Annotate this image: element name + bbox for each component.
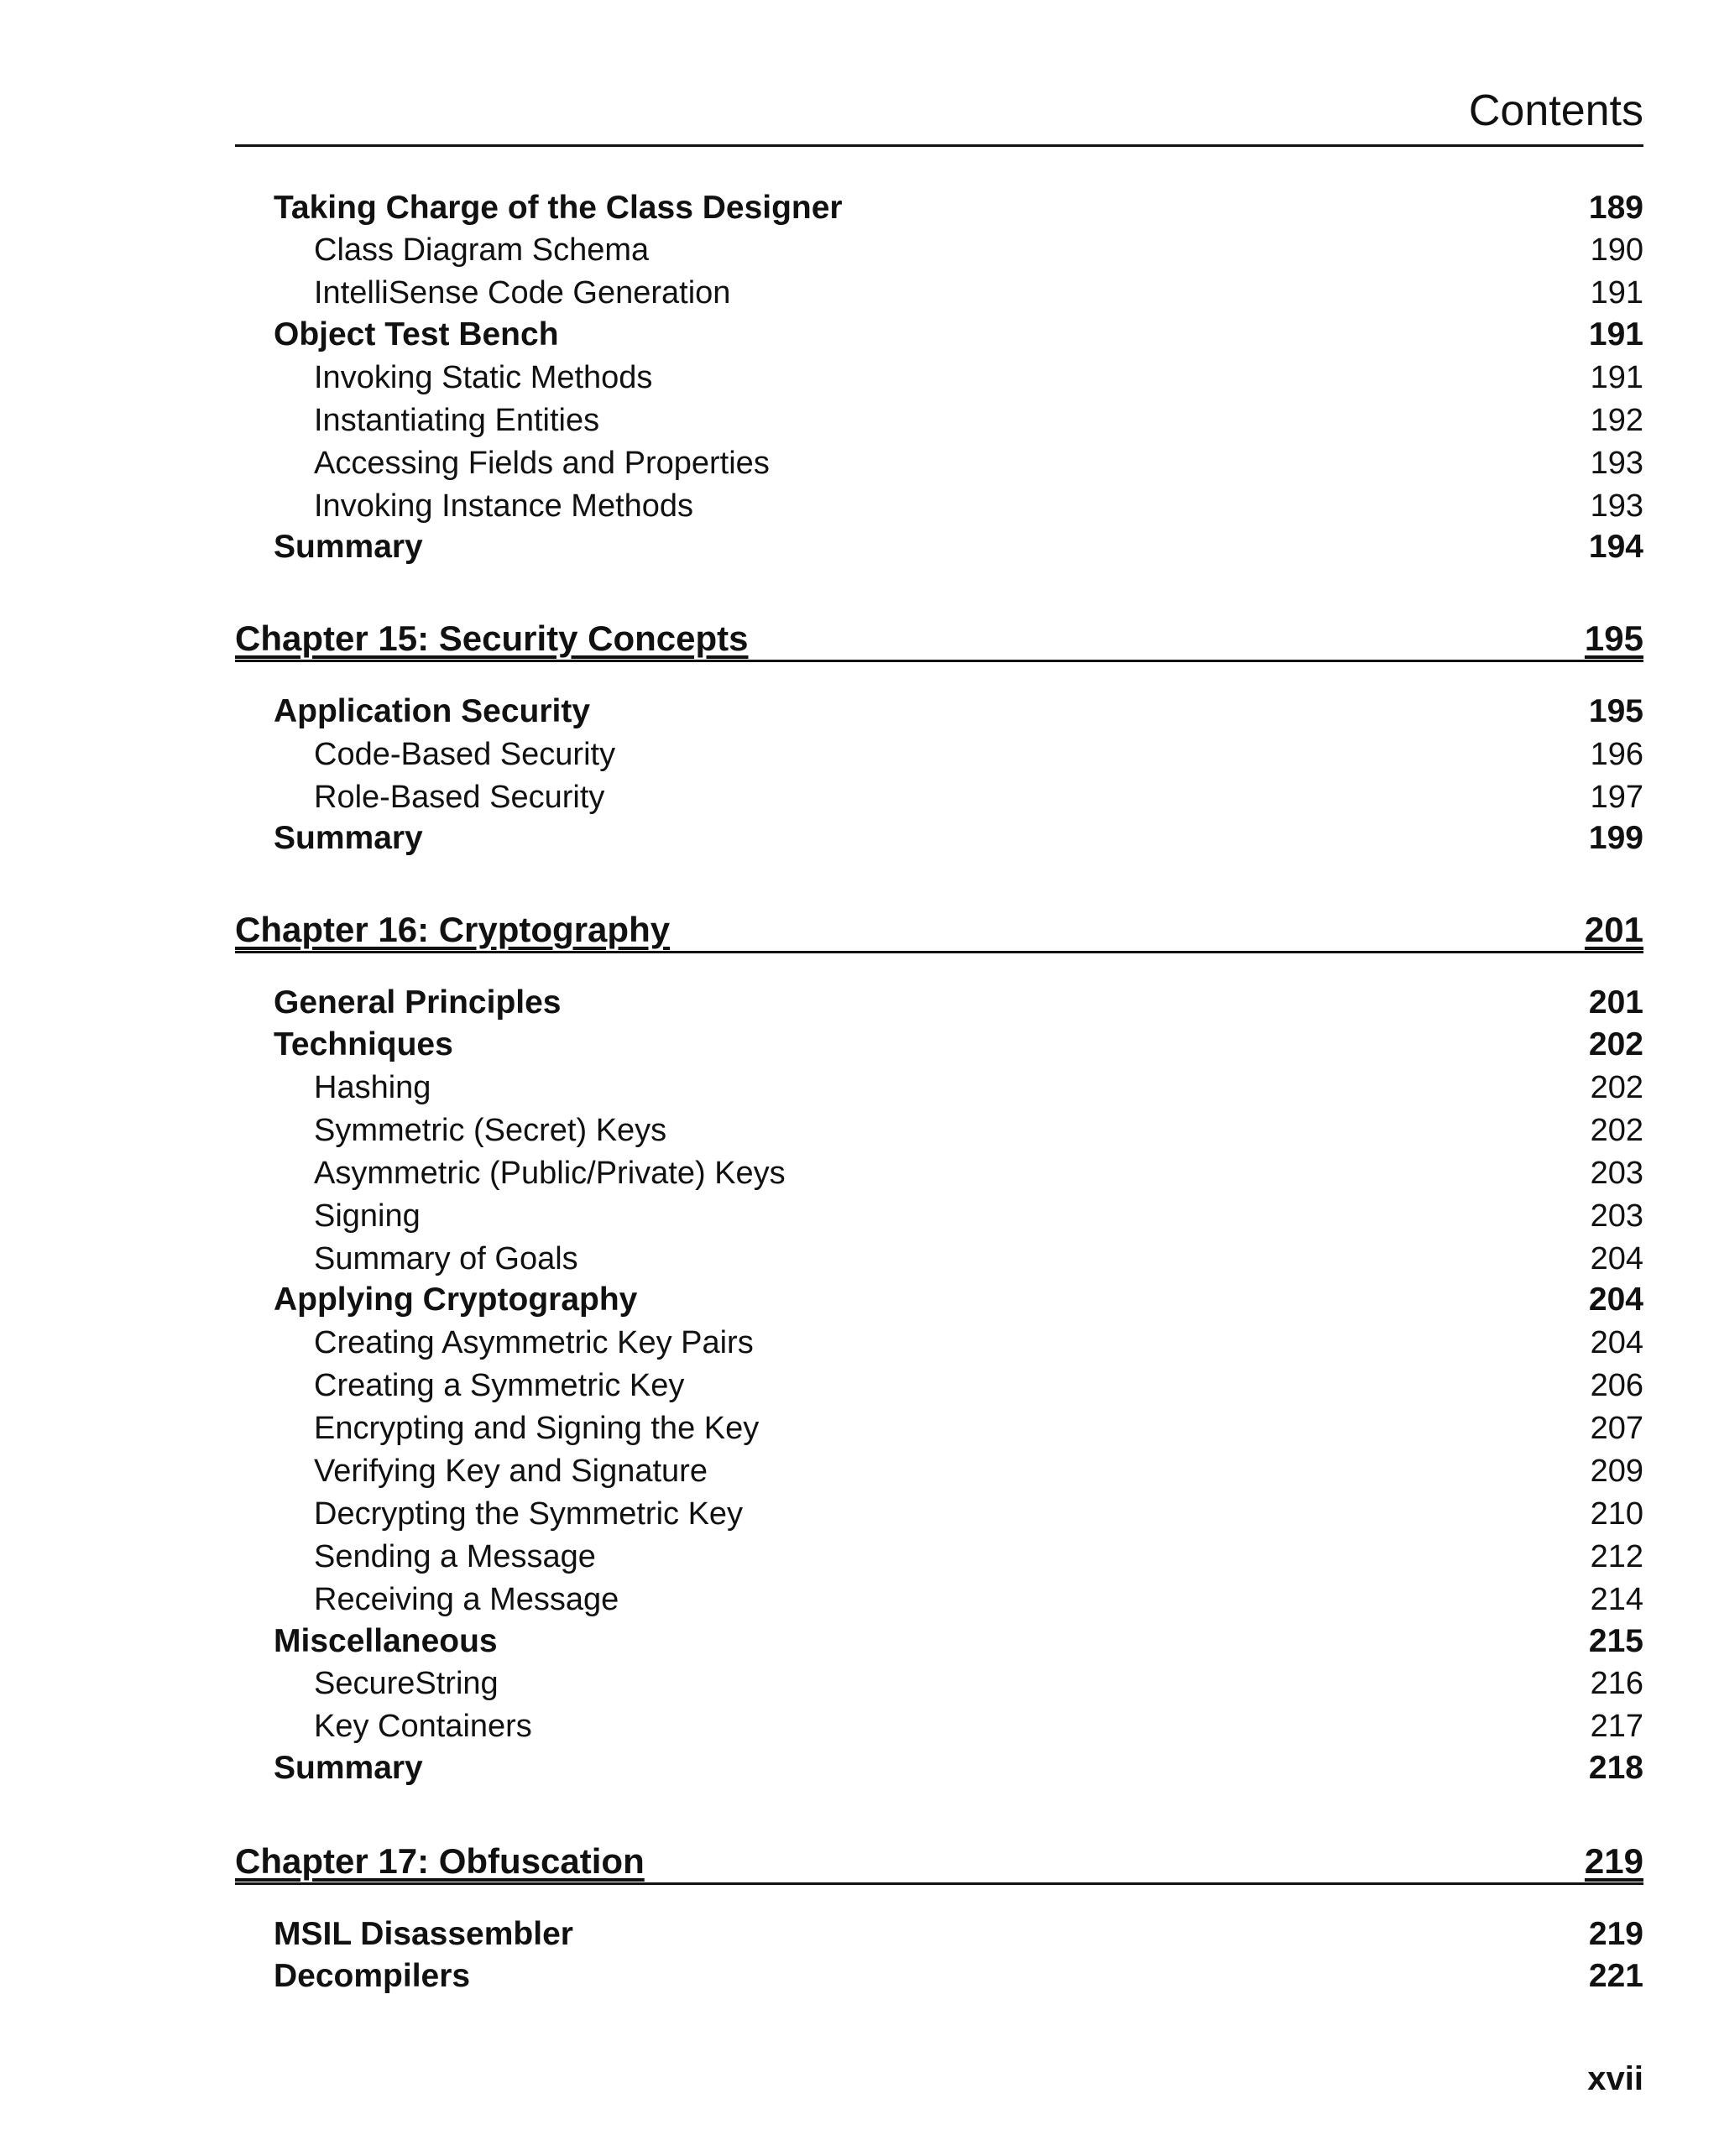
toc-entry[interactable]: [235, 1241, 1643, 1277]
toc-entry[interactable]: [235, 275, 1643, 311]
toc-entry-page: 191: [1590, 360, 1643, 395]
toc-entry-title: Decrypting the Symmetric Key: [314, 1496, 744, 1532]
toc-entry[interactable]: [235, 693, 1643, 730]
toc-entry-page: 212: [1590, 1539, 1643, 1574]
toc-entry-page: 204: [1588, 1282, 1643, 1318]
toc-entry-title: Summary: [274, 820, 423, 856]
toc-entry-title: General Principles: [274, 984, 562, 1021]
toc-entry[interactable]: [235, 1113, 1643, 1149]
toc-entry-title: Signing: [314, 1198, 421, 1234]
toc-entry-page: 210: [1590, 1496, 1643, 1532]
toc-entry-title: Role-Based Security: [314, 780, 605, 815]
toc-entry[interactable]: [235, 1282, 1643, 1318]
toc-entry-page: 209: [1590, 1454, 1643, 1489]
chapter-page: 219: [1584, 1841, 1643, 1881]
toc-entry-title: Application Security: [274, 693, 591, 729]
page-number: xvii: [1587, 2060, 1643, 2097]
toc-entry-title: Instantiating Entities: [314, 403, 600, 438]
toc-entry-page: 193: [1590, 446, 1643, 481]
toc-entry-title: Code-Based Security: [314, 737, 616, 772]
toc-entry[interactable]: [235, 1666, 1643, 1702]
chapter-title: Chapter 15: Security Concepts: [235, 619, 749, 658]
chapter-page: 195: [1584, 619, 1643, 658]
toc-entry[interactable]: [235, 1582, 1643, 1618]
chapter-title: Chapter 17: Obfuscation: [235, 1841, 645, 1881]
chapter-title: Chapter 16: Cryptography: [235, 910, 671, 949]
toc-entry-title: Invoking Static Methods: [314, 360, 653, 395]
toc-entry[interactable]: [235, 1539, 1643, 1575]
toc-entry[interactable]: [235, 1454, 1643, 1490]
toc-entry-title: SecureString: [314, 1666, 499, 1701]
toc-entry-page: 202: [1590, 1070, 1643, 1105]
toc-entry-page: 202: [1590, 1113, 1643, 1148]
table-of-contents: [235, 0, 1643, 2156]
toc-entry-page: 191: [1588, 316, 1643, 352]
toc-entry-page: 192: [1590, 403, 1643, 438]
toc-entry-title: Invoking Instance Methods: [314, 488, 694, 524]
toc-entry-title: Summary: [274, 1750, 423, 1786]
toc-entry[interactable]: [235, 984, 1643, 1021]
toc-entry[interactable]: [235, 316, 1643, 353]
toc-entry-title: Encrypting and Signing the Key: [314, 1411, 760, 1446]
toc-entry[interactable]: [235, 1156, 1643, 1192]
toc-entry-title: MSIL Disassembler: [274, 1916, 573, 1952]
toc-entry-title: Creating Asymmetric Key Pairs: [314, 1325, 754, 1360]
toc-entry-page: 203: [1590, 1198, 1643, 1234]
toc-entry-title: Object Test Bench: [274, 316, 559, 352]
toc-entry-title: IntelliSense Code Generation: [314, 275, 731, 311]
toc-entry-title: Hashing: [314, 1070, 431, 1105]
toc-entry[interactable]: [235, 1709, 1643, 1745]
toc-entry-title: Techniques: [274, 1026, 453, 1062]
toc-entry-page: 221: [1588, 1958, 1643, 1994]
toc-entry[interactable]: [235, 737, 1643, 773]
toc-entry[interactable]: [235, 1411, 1643, 1447]
toc-entry-title: Receiving a Message: [314, 1582, 619, 1617]
toc-entry-page: 219: [1588, 1916, 1643, 1952]
toc-entry-page: 216: [1590, 1666, 1643, 1701]
toc-entry-title: Summary of Goals: [314, 1241, 578, 1276]
toc-entry[interactable]: [235, 1750, 1643, 1787]
toc-entry-page: 214: [1590, 1582, 1643, 1617]
toc-entry[interactable]: [235, 1026, 1643, 1063]
toc-entry[interactable]: [235, 1623, 1643, 1660]
chapter-page: 201: [1584, 910, 1643, 949]
toc-entry[interactable]: [235, 780, 1643, 816]
toc-entry-title: Applying Cryptography: [274, 1282, 638, 1318]
toc-entry[interactable]: [235, 1958, 1643, 1995]
toc-entry-page: 191: [1590, 275, 1643, 311]
toc-entry[interactable]: [235, 1198, 1643, 1235]
toc-entry-title: Class Diagram Schema: [314, 232, 650, 268]
toc-entry-page: 218: [1588, 1750, 1643, 1786]
toc-entry-title: Sending a Message: [314, 1539, 596, 1574]
toc-entry-page: 201: [1588, 984, 1643, 1021]
toc-chapter-heading[interactable]: [235, 1834, 1643, 1885]
toc-entry-page: 196: [1590, 737, 1643, 772]
toc-entry[interactable]: [235, 1368, 1643, 1404]
toc-entry-page: 189: [1588, 190, 1643, 226]
toc-entry-page: 197: [1590, 780, 1643, 815]
toc-entry[interactable]: [235, 232, 1643, 269]
toc-entry[interactable]: [235, 190, 1643, 227]
toc-entry[interactable]: [235, 1916, 1643, 1953]
toc-entry-title: Creating a Symmetric Key: [314, 1368, 685, 1403]
toc-entry-title: Decompilers: [274, 1958, 471, 1994]
toc-entry[interactable]: [235, 446, 1643, 482]
toc-entry-page: 193: [1590, 488, 1643, 524]
toc-entry-title: Symmetric (Secret) Keys: [314, 1113, 667, 1148]
toc-entry[interactable]: [235, 403, 1643, 439]
toc-entry-page: 199: [1588, 820, 1643, 856]
toc-chapter-heading[interactable]: [235, 902, 1643, 953]
toc-entry[interactable]: [235, 529, 1643, 566]
toc-entry-title: Miscellaneous: [274, 1623, 498, 1659]
toc-entry[interactable]: [235, 1325, 1643, 1361]
toc-entry[interactable]: [235, 820, 1643, 857]
toc-entry-title: Key Containers: [314, 1709, 532, 1744]
page-title: Contents: [1468, 86, 1643, 135]
toc-chapter-heading[interactable]: [235, 611, 1643, 662]
toc-entry-page: 215: [1588, 1623, 1643, 1659]
toc-entry-page: 206: [1590, 1368, 1643, 1403]
toc-entry-page: 202: [1588, 1026, 1643, 1062]
toc-entry-page: 203: [1590, 1156, 1643, 1191]
toc-entry-page: 195: [1588, 693, 1643, 729]
toc-entry-page: 204: [1590, 1241, 1643, 1276]
toc-entry[interactable]: [235, 360, 1643, 396]
toc-entry-title: Verifying Key and Signature: [314, 1454, 708, 1489]
toc-entry[interactable]: [235, 1070, 1643, 1106]
toc-entry-page: 194: [1588, 529, 1643, 565]
toc-entry-title: Accessing Fields and Properties: [314, 446, 770, 481]
toc-entry[interactable]: [235, 488, 1643, 525]
toc-entry-page: 204: [1590, 1325, 1643, 1360]
toc-entry-title: Summary: [274, 529, 423, 565]
toc-entry-page: 207: [1590, 1411, 1643, 1446]
toc-entry-page: 190: [1590, 232, 1643, 268]
toc-entry-page: 217: [1590, 1709, 1643, 1744]
toc-entry-title: Taking Charge of the Class Designer: [274, 190, 843, 226]
toc-entry-title: Asymmetric (Public/Private) Keys: [314, 1156, 786, 1191]
toc-entry[interactable]: [235, 1496, 1643, 1532]
